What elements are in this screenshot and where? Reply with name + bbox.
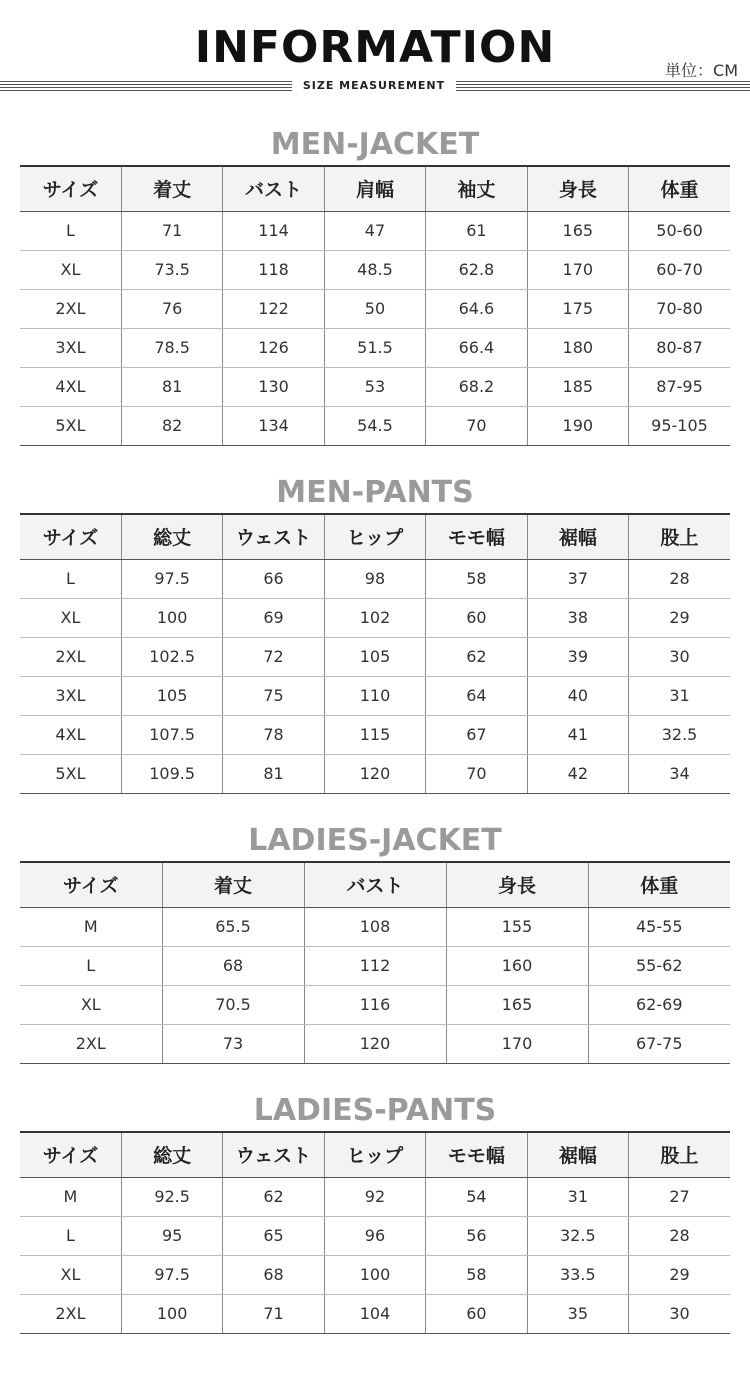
table-cell: 95-105	[629, 406, 730, 445]
table-cell: 71	[121, 211, 222, 250]
table-cell: 30	[629, 637, 730, 676]
section-title: LADIES-JACKET	[248, 823, 502, 858]
table-cell: 40	[527, 676, 628, 715]
table-cell: 72	[223, 637, 324, 676]
table-cell: 170	[527, 250, 628, 289]
table-cell: 64.6	[426, 289, 527, 328]
table-cell: 71	[223, 1294, 324, 1333]
table-row	[20, 676, 730, 715]
table-cell: 81	[121, 367, 222, 406]
table-cell: 56	[426, 1216, 527, 1255]
column-header: 袖丈	[426, 166, 527, 211]
table-cell: 102.5	[121, 637, 222, 676]
table-cell: 65.5	[162, 907, 304, 946]
column-header: サイズ	[20, 166, 121, 211]
table-cell: M	[20, 1177, 121, 1216]
table-cell: 134	[223, 406, 324, 445]
table-cell: 41	[527, 715, 628, 754]
table-cell: 29	[629, 1255, 730, 1294]
table-cell: 51.5	[324, 328, 425, 367]
table-cell: 75	[223, 676, 324, 715]
table-row	[20, 907, 730, 946]
table-cell: 3XL	[20, 328, 121, 367]
table-cell: 78	[223, 715, 324, 754]
table-cell: 60-70	[629, 250, 730, 289]
table-row	[20, 946, 730, 985]
table-cell: 100	[121, 1294, 222, 1333]
table-cell: 70	[426, 406, 527, 445]
table-cell: 73.5	[121, 250, 222, 289]
column-header: サイズ	[20, 1132, 121, 1177]
table-header-row	[20, 166, 730, 211]
column-header: 着丈	[121, 166, 222, 211]
table-cell: XL	[20, 250, 121, 289]
table-header-row	[20, 1132, 730, 1177]
column-header: 裾幅	[527, 514, 628, 559]
table-cell: 87-95	[629, 367, 730, 406]
table-cell: 5XL	[20, 754, 121, 793]
table-cell: 82	[121, 406, 222, 445]
column-header: ヒップ	[324, 514, 425, 559]
table-row	[20, 211, 730, 250]
size-table	[20, 513, 730, 794]
unit-label: 単位：CM	[665, 61, 738, 80]
title-rule-right	[456, 81, 750, 91]
table-cell: 190	[527, 406, 628, 445]
table-cell: XL	[20, 985, 162, 1024]
table-cell: 110	[324, 676, 425, 715]
column-header: ヒップ	[324, 1132, 425, 1177]
table-cell: L	[20, 946, 162, 985]
table-cell: 27	[629, 1177, 730, 1216]
table-cell: 28	[629, 559, 730, 598]
table-cell: 96	[324, 1216, 425, 1255]
table-cell: 68	[223, 1255, 324, 1294]
table-cell: 76	[121, 289, 222, 328]
table-cell: 95	[121, 1216, 222, 1255]
table-cell: 100	[324, 1255, 425, 1294]
table-cell: 105	[121, 676, 222, 715]
table-cell: 62	[426, 637, 527, 676]
table-cell: 112	[304, 946, 446, 985]
table-cell: 98	[324, 559, 425, 598]
table-cell: 165	[446, 985, 588, 1024]
table-cell: 28	[629, 1216, 730, 1255]
table-cell: 37	[527, 559, 628, 598]
table-cell: 67	[426, 715, 527, 754]
table-row	[20, 559, 730, 598]
column-header: モモ幅	[426, 514, 527, 559]
table-cell: 48.5	[324, 250, 425, 289]
table-row	[20, 637, 730, 676]
table-row	[20, 328, 730, 367]
column-header: 総丈	[121, 1132, 222, 1177]
table-row	[20, 715, 730, 754]
table-cell: 116	[304, 985, 446, 1024]
table-row	[20, 406, 730, 445]
table-cell: 81	[223, 754, 324, 793]
size-table	[20, 165, 730, 446]
size-table	[20, 861, 730, 1064]
table-cell: 32.5	[629, 715, 730, 754]
column-header: ウェスト	[223, 514, 324, 559]
table-cell: 62	[223, 1177, 324, 1216]
table-cell: 114	[223, 211, 324, 250]
table-cell: 31	[629, 676, 730, 715]
table-cell: 107.5	[121, 715, 222, 754]
table-cell: 105	[324, 637, 425, 676]
table-cell: 55-62	[588, 946, 730, 985]
table-cell: XL	[20, 1255, 121, 1294]
table-row	[20, 1216, 730, 1255]
table-cell: 3XL	[20, 676, 121, 715]
column-header: バスト	[304, 862, 446, 907]
table-row	[20, 1177, 730, 1216]
page-header	[0, 0, 750, 110]
table-cell: 32.5	[527, 1216, 628, 1255]
column-header: 体重	[629, 166, 730, 211]
table-cell: 67-75	[588, 1024, 730, 1063]
table-cell: 120	[324, 754, 425, 793]
table-cell: 97.5	[121, 559, 222, 598]
size-table	[20, 1131, 730, 1334]
table-cell: 180	[527, 328, 628, 367]
table-cell: 120	[304, 1024, 446, 1063]
table-row	[20, 985, 730, 1024]
table-cell: 50	[324, 289, 425, 328]
table-cell: 65	[223, 1216, 324, 1255]
table-cell: 130	[223, 367, 324, 406]
table-cell: 108	[304, 907, 446, 946]
table-cell: 160	[446, 946, 588, 985]
table-cell: 33.5	[527, 1255, 628, 1294]
table-cell: L	[20, 1216, 121, 1255]
table-cell: 54	[426, 1177, 527, 1216]
table-cell: 165	[527, 211, 628, 250]
table-cell: 118	[223, 250, 324, 289]
table-cell: 97.5	[121, 1255, 222, 1294]
table-cell: 2XL	[20, 637, 121, 676]
table-header-row	[20, 514, 730, 559]
table-cell: 80-87	[629, 328, 730, 367]
title-rule-left	[0, 81, 292, 91]
column-header: サイズ	[20, 514, 121, 559]
table-cell: XL	[20, 598, 121, 637]
column-header: 着丈	[162, 862, 304, 907]
table-cell: 30	[629, 1294, 730, 1333]
table-cell: 31	[527, 1177, 628, 1216]
table-cell: 35	[527, 1294, 628, 1333]
table-cell: 66.4	[426, 328, 527, 367]
table-cell: 62-69	[588, 985, 730, 1024]
table-cell: 66	[223, 559, 324, 598]
table-cell: 155	[446, 907, 588, 946]
section-title: MEN-PANTS	[276, 475, 474, 510]
table-row	[20, 250, 730, 289]
table-cell: 53	[324, 367, 425, 406]
table-cell: 2XL	[20, 289, 121, 328]
table-cell: 68.2	[426, 367, 527, 406]
table-cell: 104	[324, 1294, 425, 1333]
table-cell: 58	[426, 559, 527, 598]
table-row	[20, 598, 730, 637]
table-cell: 60	[426, 598, 527, 637]
column-header: 身長	[446, 862, 588, 907]
column-header: 裾幅	[527, 1132, 628, 1177]
table-cell: L	[20, 559, 121, 598]
table-cell: 109.5	[121, 754, 222, 793]
table-cell: 60	[426, 1294, 527, 1333]
table-cell: 78.5	[121, 328, 222, 367]
column-header: ウェスト	[223, 1132, 324, 1177]
column-header: 股上	[629, 1132, 730, 1177]
table-cell: 102	[324, 598, 425, 637]
table-cell: 115	[324, 715, 425, 754]
column-header: バスト	[223, 166, 324, 211]
table-cell: 2XL	[20, 1294, 121, 1333]
table-cell: 92.5	[121, 1177, 222, 1216]
table-cell: 54.5	[324, 406, 425, 445]
column-header: 肩幅	[324, 166, 425, 211]
table-cell: 5XL	[20, 406, 121, 445]
table-cell: 68	[162, 946, 304, 985]
page-title: INFORMATION	[194, 22, 556, 73]
section-title: MEN-JACKET	[270, 127, 480, 162]
table-row	[20, 1255, 730, 1294]
table-cell: 62.8	[426, 250, 527, 289]
table-cell: 29	[629, 598, 730, 637]
table-cell: 64	[426, 676, 527, 715]
table-cell: 175	[527, 289, 628, 328]
table-row	[20, 367, 730, 406]
table-cell: 100	[121, 598, 222, 637]
table-cell: 4XL	[20, 367, 121, 406]
column-header: 体重	[588, 862, 730, 907]
table-cell: L	[20, 211, 121, 250]
table-row	[20, 754, 730, 793]
table-cell: 122	[223, 289, 324, 328]
table-cell: 58	[426, 1255, 527, 1294]
table-row	[20, 289, 730, 328]
table-cell: 61	[426, 211, 527, 250]
table-cell: 2XL	[20, 1024, 162, 1063]
table-cell: 126	[223, 328, 324, 367]
table-cell: M	[20, 907, 162, 946]
column-header: サイズ	[20, 862, 162, 907]
table-cell: 38	[527, 598, 628, 637]
table-cell: 92	[324, 1177, 425, 1216]
section-title: LADIES-PANTS	[253, 1093, 497, 1128]
table-row	[20, 1024, 730, 1063]
table-header-row	[20, 862, 730, 907]
table-cell: 47	[324, 211, 425, 250]
column-header: 股上	[629, 514, 730, 559]
table-cell: 73	[162, 1024, 304, 1063]
table-cell: 50-60	[629, 211, 730, 250]
table-cell: 170	[446, 1024, 588, 1063]
table-cell: 69	[223, 598, 324, 637]
table-cell: 70-80	[629, 289, 730, 328]
column-header: 身長	[527, 166, 628, 211]
table-cell: 4XL	[20, 715, 121, 754]
table-cell: 70.5	[162, 985, 304, 1024]
table-cell: 42	[527, 754, 628, 793]
column-header: 総丈	[121, 514, 222, 559]
table-cell: 185	[527, 367, 628, 406]
table-cell: 70	[426, 754, 527, 793]
column-header: モモ幅	[426, 1132, 527, 1177]
table-cell: 45-55	[588, 907, 730, 946]
table-cell: 34	[629, 754, 730, 793]
page-subtitle: SIZE MEASUREMENT	[302, 79, 446, 92]
table-row	[20, 1294, 730, 1333]
table-cell: 39	[527, 637, 628, 676]
